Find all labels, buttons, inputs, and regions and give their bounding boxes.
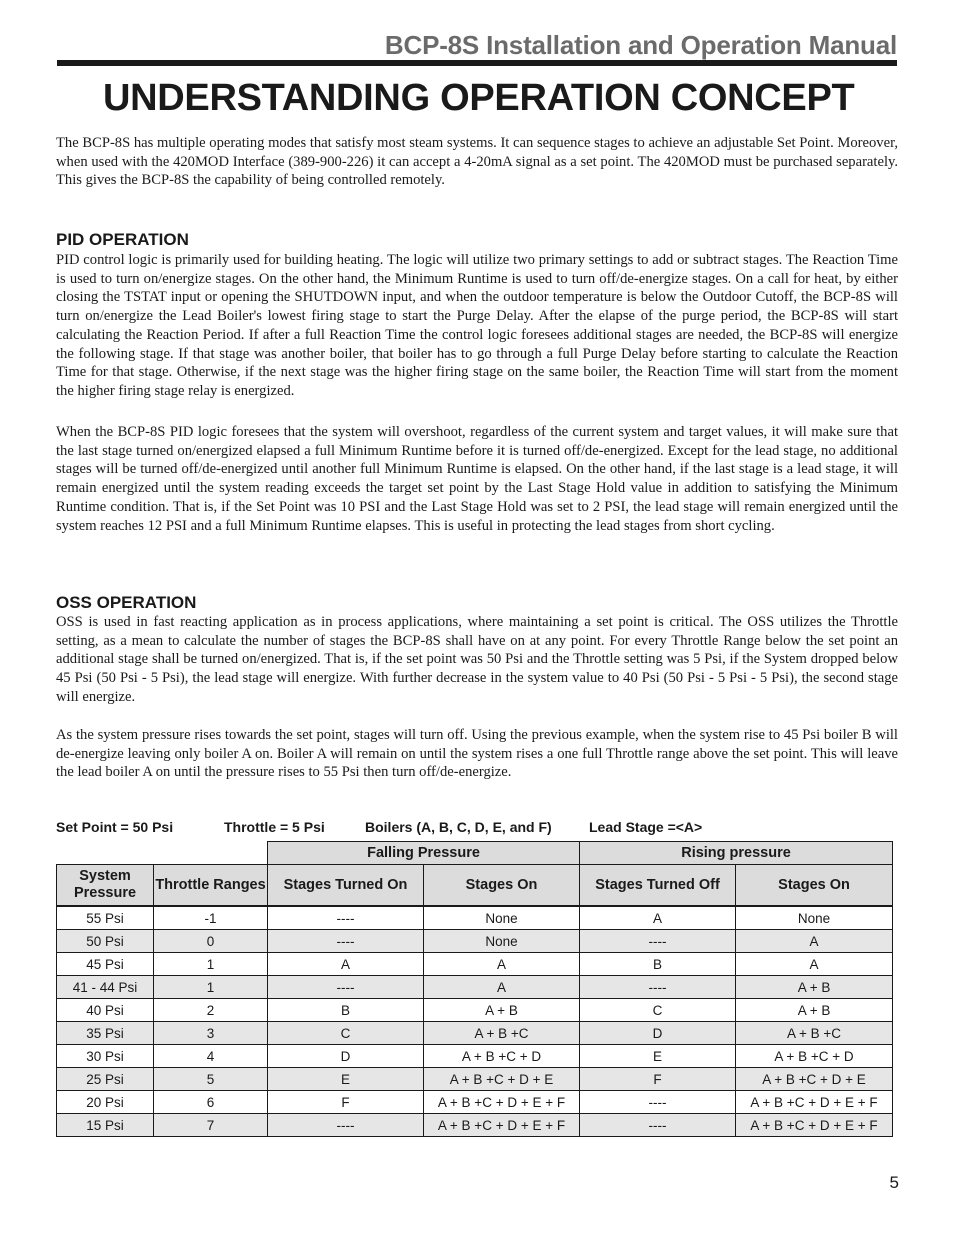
table-cell: D: [268, 1045, 424, 1068]
page-title: UNDERSTANDING OPERATION CONCEPT: [103, 77, 855, 119]
table-cell: 25 Psi: [57, 1068, 154, 1091]
oss-paragraph-1: OSS is used in fast reacting application as in process applications, where maintaining a set point is critical. The OSS utilizes the Throttle setting, as a mean to calculate the number of stages the BCP-8S shall have on at any point. For every Throttle Range below the set point an additional stage shall be turned on/energized. That is, if the set point was 50 Psi and the Throttle setting was 5 Psi, if the System dropped below 45 Psi (50 Psi - 5 Psi), the lead stage will energize. With further decrease in the system value to 40 Psi (50 Psi - 5 Psi - 5 Psi), the second stage will energize.: [56, 614, 898, 705]
table-cell: E: [268, 1068, 424, 1091]
manual-title: BCP-8S Installation and Operation Manual: [384, 30, 897, 60]
intro-paragraph: The BCP-8S has multiple operating modes that satisfy most steam systems. It can sequence stages to achieve an adjustable Set Point. Moreover, when used with the 420MOD Interface (389-900-226) it can accept a 4-20mA signal as a set point. The 420MOD must be purchased separately. This gives the BCP-8S the capability of being controlled remotely.: [56, 135, 898, 189]
table-cell: 20 Psi: [57, 1091, 154, 1114]
table-cell: C: [268, 1022, 424, 1045]
blank-header-cell: [57, 842, 268, 865]
table-cell: A + B +C + D: [736, 1045, 893, 1068]
table-cell: 5: [154, 1068, 268, 1091]
table-row: [57, 906, 893, 930]
table-row: [57, 1091, 893, 1114]
staging-table: [56, 841, 893, 1137]
table-row: [57, 1114, 893, 1137]
set-point-label: Set Point = 50 Psi: [56, 819, 174, 835]
table-cell: ----: [268, 906, 424, 930]
falling-pressure-header: Falling Pressure: [268, 842, 580, 865]
table-cell: A + B +C + D + E: [736, 1068, 893, 1091]
table-cell: A + B +C + D: [424, 1045, 580, 1068]
table-cell: F: [580, 1068, 736, 1091]
table-cell: 35 Psi: [57, 1022, 154, 1045]
table-cell: 0: [154, 930, 268, 953]
table-body: [57, 906, 893, 1137]
table-cell: 41 - 44 Psi: [57, 976, 154, 999]
table-cell: 3: [154, 1022, 268, 1045]
table-row: [57, 1022, 893, 1045]
table-cell: ----: [580, 1114, 736, 1137]
rising-pressure-header: Rising pressure: [580, 842, 893, 865]
column-header: Throttle Ranges: [154, 865, 268, 907]
table-cell: 1: [154, 976, 268, 999]
page-number: 5: [889, 1173, 899, 1192]
table-cell: ----: [580, 930, 736, 953]
table-cell: B: [580, 953, 736, 976]
table-cell: A + B +C: [736, 1022, 893, 1045]
table-cell: 45 Psi: [57, 953, 154, 976]
table-cell: A + B: [736, 976, 893, 999]
oss-paragraph-2: As the system pressure rises towards the set point, stages will turn off. Using the previous example, when the system rise to 45 Psi boiler B will de-energize leaving only boiler A on. Boiler A will remain on until the system rises a one full Throttle range above the set point. This will leave the lead boiler A on until the pressure rises to 55 Psi then turn off/de-energize.: [56, 727, 898, 781]
table-cell: A: [268, 953, 424, 976]
table-cell: 6: [154, 1091, 268, 1114]
table-cell: -1: [154, 906, 268, 930]
column-header: Stages On: [736, 865, 893, 907]
table-cell: None: [424, 930, 580, 953]
table-cell: A + B: [736, 999, 893, 1022]
table-cell: ----: [268, 976, 424, 999]
table-cell: 1: [154, 953, 268, 976]
header-rule: [57, 60, 897, 66]
table-row: [57, 930, 893, 953]
throttle-label: Throttle = 5 Psi: [224, 819, 325, 835]
table-column-header: [57, 865, 893, 907]
table-cell: 7: [154, 1114, 268, 1137]
table-cell: 50 Psi: [57, 930, 154, 953]
column-header: System Pressure: [57, 865, 154, 907]
table-cell: A: [736, 930, 893, 953]
table-cell: A + B +C: [424, 1022, 580, 1045]
table-cell: A: [580, 906, 736, 930]
pid-heading: PID OPERATION: [56, 230, 189, 249]
column-header: Stages Turned On: [268, 865, 424, 907]
table-cell: A + B: [424, 999, 580, 1022]
table-cell: A: [424, 953, 580, 976]
table-cell: 2: [154, 999, 268, 1022]
table-group-header: [57, 842, 893, 865]
table-row: [57, 999, 893, 1022]
table-cell: ----: [268, 1114, 424, 1137]
table-cell: A + B +C + D + E + F: [424, 1114, 580, 1137]
column-header: Stages On: [424, 865, 580, 907]
column-header: Stages Turned Off: [580, 865, 736, 907]
oss-heading: OSS OPERATION: [56, 593, 197, 612]
table-cell: A: [736, 953, 893, 976]
table-cell: 15 Psi: [57, 1114, 154, 1137]
table-cell: ----: [268, 930, 424, 953]
table-cell: A + B +C + D + E: [424, 1068, 580, 1091]
table-row: [57, 976, 893, 999]
lead-stage-label: Lead Stage =<A>: [589, 819, 703, 835]
pid-paragraph-2: When the BCP-8S PID logic foresees that the system will overshoot, regardless of the current system and target values, it will make sure that the last stage turned on/energized elapsed a full Minimum Runtime before it is turned off/de-energized. Except for the lead stage, no additional stages will be turned off/de-energized until another full Minimum Runtime is elapsed. On the other hand, if the last stage is a lead stage, it will remain energized until the system reading exceeds the target set point by the Last Stage Hold value in addition to satisfying the Minimum Runtime condition. That is, if the Set Point was 10 PSI and the Last Stage Hold was set to 2 PSI, the lead stage will remain energized until the system reaches 12 PSI and a full Minimum Runtime elapses. This is useful in protecting the lead stages from short cycling.: [56, 424, 898, 534]
table-cell: None: [736, 906, 893, 930]
table-row: [57, 953, 893, 976]
table-cell: 30 Psi: [57, 1045, 154, 1068]
table-cell: 40 Psi: [57, 999, 154, 1022]
table-cell: A + B +C + D + E + F: [736, 1091, 893, 1114]
table-cell: A: [424, 976, 580, 999]
table-cell: F: [268, 1091, 424, 1114]
table-cell: C: [580, 999, 736, 1022]
boilers-label: Boilers (A, B, C, D, E, and F): [365, 819, 552, 835]
table-row: [57, 1045, 893, 1068]
table-cell: A + B +C + D + E + F: [424, 1091, 580, 1114]
table-cell: E: [580, 1045, 736, 1068]
table-cell: ----: [580, 1091, 736, 1114]
table-cell: 55 Psi: [57, 906, 154, 930]
table-cell: ----: [580, 976, 736, 999]
table-cell: None: [424, 906, 580, 930]
table-cell: B: [268, 999, 424, 1022]
table-row: [57, 1068, 893, 1091]
pid-paragraph-1: PID control logic is primarily used for building heating. The logic will utilize two primary settings to add or subtract stages. The Reaction Time is used to turn on/energize stages. On the other hand, the Minimum Runtime is used to turn off/de-energize stages. On a call for heat, by either closing the TSTAT input or opening the SHUTDOWN input, and when the outdoor temperature is below the Outdoor Cutoff, the BCP-8S will turn on/energize the Lead Boiler's lowest firing stage to start the Purge Delay. After the elapse of the purge period, the BCP-8S will start calculating the Reaction Period. If after a full Reaction Time the control logic foresees additional stages are needed, the BCP-8S will energize the following stage. If that stage was another boiler, that boiler has to go through a full Purge Delay before starting to calculate the Reaction Time for that stage. Otherwise, if the next stage was the higher firing stage on the same boiler, the Reaction Time will start from the moment the higher firing stage relay is energized.: [56, 252, 898, 399]
table-cell: D: [580, 1022, 736, 1045]
table-cell: A + B +C + D + E + F: [736, 1114, 893, 1137]
table-cell: 4: [154, 1045, 268, 1068]
